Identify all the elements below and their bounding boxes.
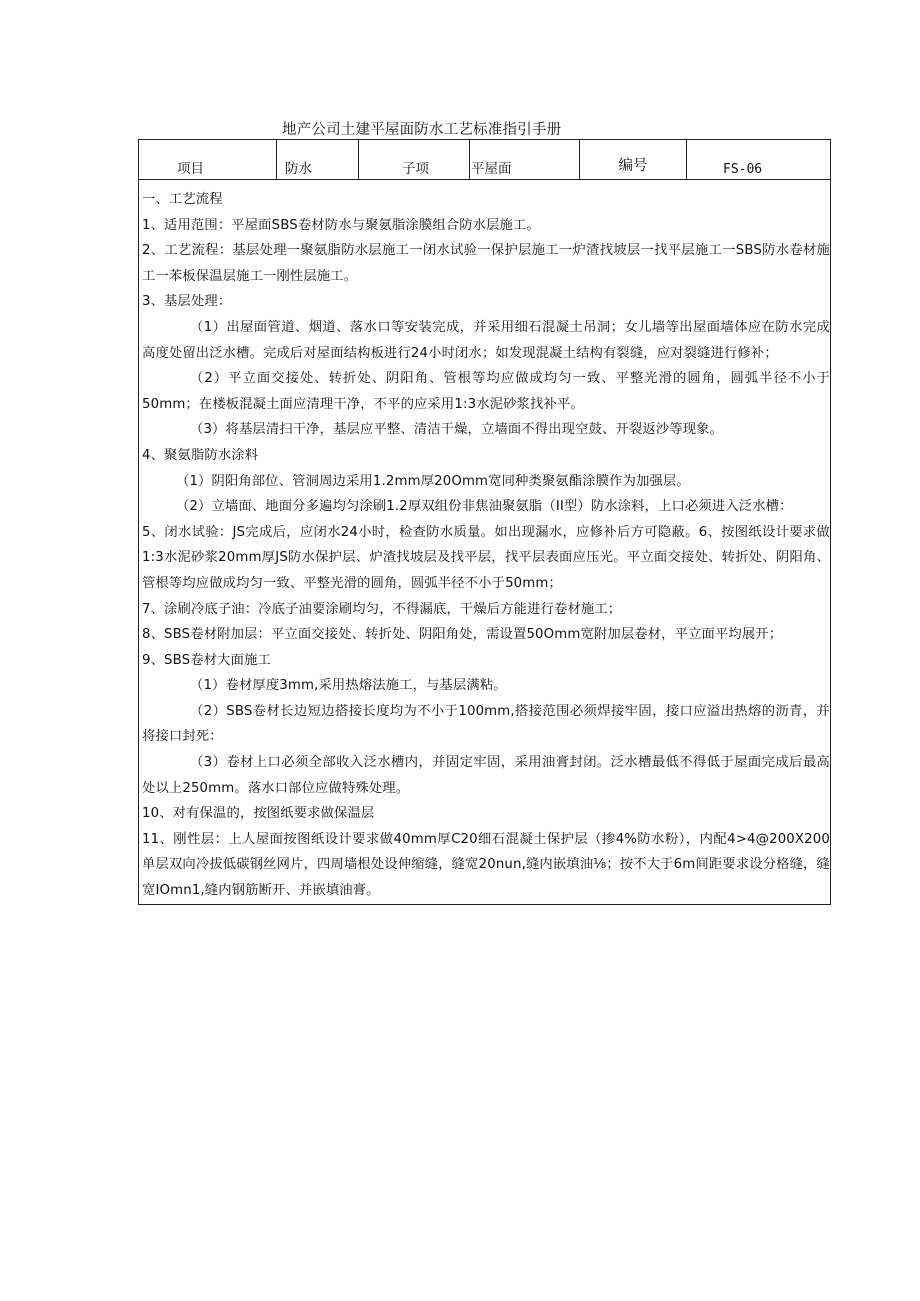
header-subitem-label: 子项	[359, 140, 470, 180]
paragraph-scope: 1、适用范围：平屋面SBS卷材防水与聚氨脂涂膜组合防水层施工。	[142, 217, 540, 233]
paragraph-sbs-1: （1）卷材厚度3mm,采用热熔法施工，与基层满粘。	[190, 678, 507, 694]
header-project-label: 项目	[139, 140, 277, 180]
paragraph-base-1: （1）出屋面管道、烟道、落水口等安装完成，并采用细石混凝土吊洞；女儿墙等出屋面墙体应在防水完成高度处留出泛水槽。完成后对屋面结构板进行24小时闭水；如发现混凝土结构有裂缝，应对裂缝进行修补；	[142, 319, 830, 361]
paragraph-sbs-main: 9、SBS卷材大面施工	[142, 652, 271, 668]
section-heading: 一、工艺流程	[142, 192, 223, 207]
paragraph-coating: 4、聚氨脂防水涂料	[142, 447, 259, 463]
header-code-label: 编号	[580, 140, 687, 180]
paragraph-sbs-additional: 8、SBS卷材附加层：平立面交接处、转折处、阴阳角处，需设置50Omm宽附加层卷材，平立面平均展开；	[142, 627, 783, 643]
paragraph-sbs-3: （3）卷材上口必须全部收入泛水槽内，并固定牢固，采用油膏封闭。泛水槽最低不得低于屋面完成后最高处以上250mm。落水口部位应做特殊处理。	[142, 755, 830, 796]
paragraph-base-3: （3）将基层清扫干净，基层应平整、清洁干燥，立墙面不得出现空鼓、开裂返沙等现象。	[190, 422, 724, 438]
paragraph-insulation: 10、对有保温的，按图纸要求做保温层	[142, 806, 375, 822]
paragraph-rigid-layer: 11、刚性层：上人屋面按图纸设计要求做40mm厚C20细石混凝土保护层（掺4%防水粉），内配4>4@200X200单层双向冷拔低碳钢丝网片，四周墙根处设伸缩缝，缝宽20nun,缝内嵌填油⅛；按不大于6m间距要求设分格缝，缝宽IOmn1,缝内钢筋断开、并嵌填油膏。	[142, 831, 830, 899]
paragraph-sbs-2: （2）SBS卷材长边短边搭接长度均为不小于100mm,搭接范围必须焊接牢固，接口应溢出热熔的沥青，并将接口封死：	[142, 703, 830, 745]
paragraph-base-treatment: 3、基层处理：	[142, 294, 232, 310]
header-subitem-value: 平屋面	[470, 140, 580, 180]
paragraph-primer: 7、涂刷冷底子油：冷底子油要涂刷均匀，不得漏底，干燥后方能进行卷材施工；	[142, 601, 622, 617]
process-table	[138, 139, 831, 905]
header-row	[139, 140, 831, 180]
header-code-value: FS-06	[687, 140, 831, 180]
paragraph-water-test: 5、闭水试验：JS完成后，应闭水24小时，检查防水质量。如出现漏水，应修补后方可隐蔽。6、按图纸设计要求做1:3水泥砂浆20mm厚JS防水保护层、炉渣找坡层及找平层，找平层表面应压光。平立面交接处、转折处、阴阳角、管根等均应做成均匀一致、平整光滑的圆角，圆弧半径不小于50mm；	[142, 524, 830, 591]
paragraph-coating-2: （2）立墙面、地面分多遍均匀涂刷1.2厚双组份非焦油聚氨脂（II型）防水涂料，上口必须进入泛水槽：	[176, 499, 793, 515]
process-content	[142, 180, 830, 904]
content-cell	[139, 180, 831, 905]
paragraph-base-2: （2）平立面交接处、转折处、阴阳角、管根等均应做成均匀一致、平整光滑的圆角，圆弧半径不小于50mm；在楼板混凝土面应清理干净，不平的应采用1:3水泥砂浆找补平。	[142, 371, 830, 412]
paragraph-coating-1: （1）阴阳角部位、管洞周边采用1.2mm厚20Omm宽同种类聚氨酯涂膜作为加强层。	[176, 473, 690, 489]
paragraph-process-flow: 2、工艺流程：基层处理一聚氨脂防水层施工一闭水试验一保护层施工一炉渣找坡层一找平层施工一SBS防水卷材施工一苯板保温层施工一刚性层施工。	[142, 243, 830, 284]
document-title: 地产公司土建平屋面防水工艺标准指引手册	[282, 122, 562, 138]
content-row	[139, 180, 831, 905]
header-project-value: 防水	[277, 140, 359, 180]
